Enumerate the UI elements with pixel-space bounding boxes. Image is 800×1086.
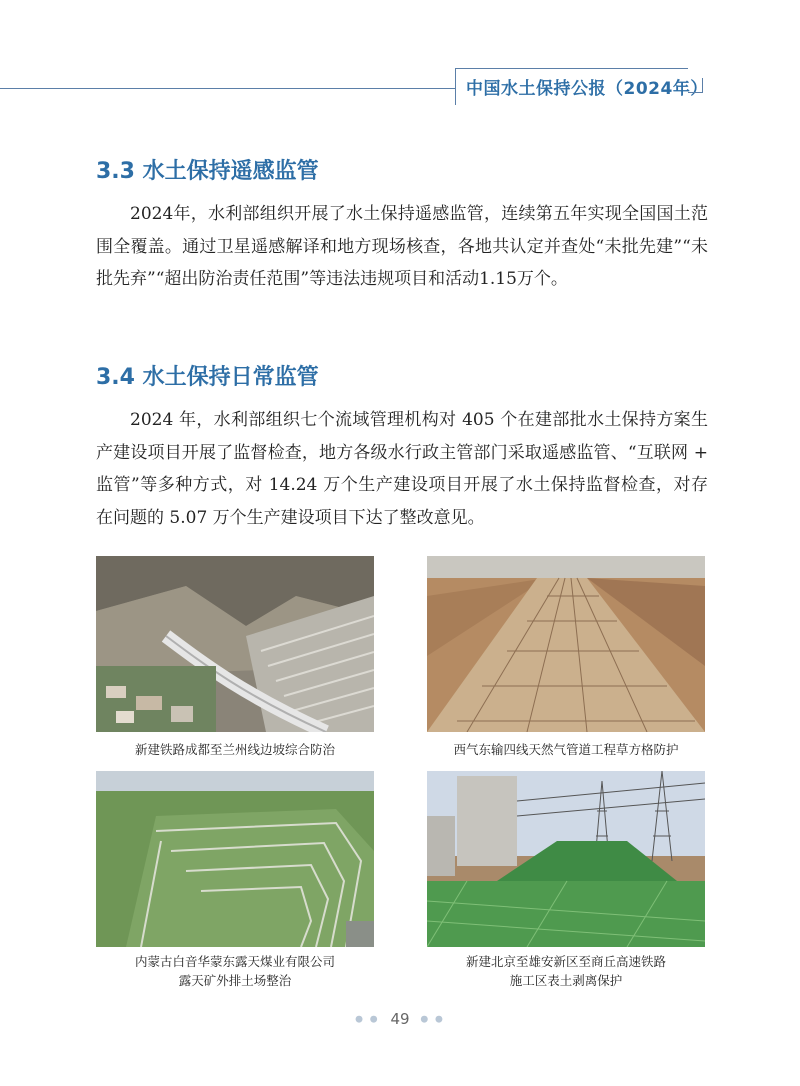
section-heading-3-3: 3.3 水土保持遥感监管 [96,159,319,184]
photo-caption-4-line-2: 施工区表土剥离保护 [509,973,623,988]
grass-grid-photo [427,556,705,732]
right-dots-ornament: ● ● [420,1014,445,1025]
mine-dump-photo [96,771,374,947]
photo-caption-3 [80,952,390,990]
railway-slope-photo [96,556,374,732]
section-heading-3-4: 3.4 水土保持日常监管 [96,365,319,390]
photo-caption-4 [411,952,721,990]
report-title: 中国水土保持公报（2024年） [466,79,708,99]
header-rule [0,88,455,89]
left-dots-ornament: ● ● [355,1014,380,1025]
photo-caption-3-line-1: 内蒙古白音华蒙东露天煤业有限公司 [134,954,335,969]
photo-caption-1: 新建铁路成都至兰州线边坡综合防治 [134,742,335,757]
page-number: 49 [390,1010,410,1028]
photo-caption-2: 西气东输四线天然气管道工程草方格防护 [453,742,679,757]
header-corner-mark [688,78,703,93]
page-footer [0,1010,800,1028]
section-paragraph-3-4: 2024 年，水利部组织七个流域管理机构对 405 个在建部批水土保持方案生产建设项目开展了监督检查，地方各级水行政主管部门采取遥感监管、“互联网 + 监管”等多种方式，对 14.24 万个生产建设项目开展了水土保持监督检查，对存在问题的 5.07 万个生产建设项目下达了整改意见。 [96,410,708,528]
topsoil-protection-photo [427,771,705,947]
section-paragraph-3-3: 2024年，水利部组织开展了水土保持遥感监管，连续第五年实现全国国土范围全覆盖。通过卫星遥感解译和地方现场核查，各地共认定并查处“未批先建”“未批先弃”“超出防治责任范围”等违法违规项目和活动1.15万个。 [96,204,708,289]
photo-caption-3-line-2: 露天矿外排土场整治 [178,973,292,988]
photo-caption-4-line-1: 新建北京至雄安新区至商丘高速铁路 [465,954,666,969]
